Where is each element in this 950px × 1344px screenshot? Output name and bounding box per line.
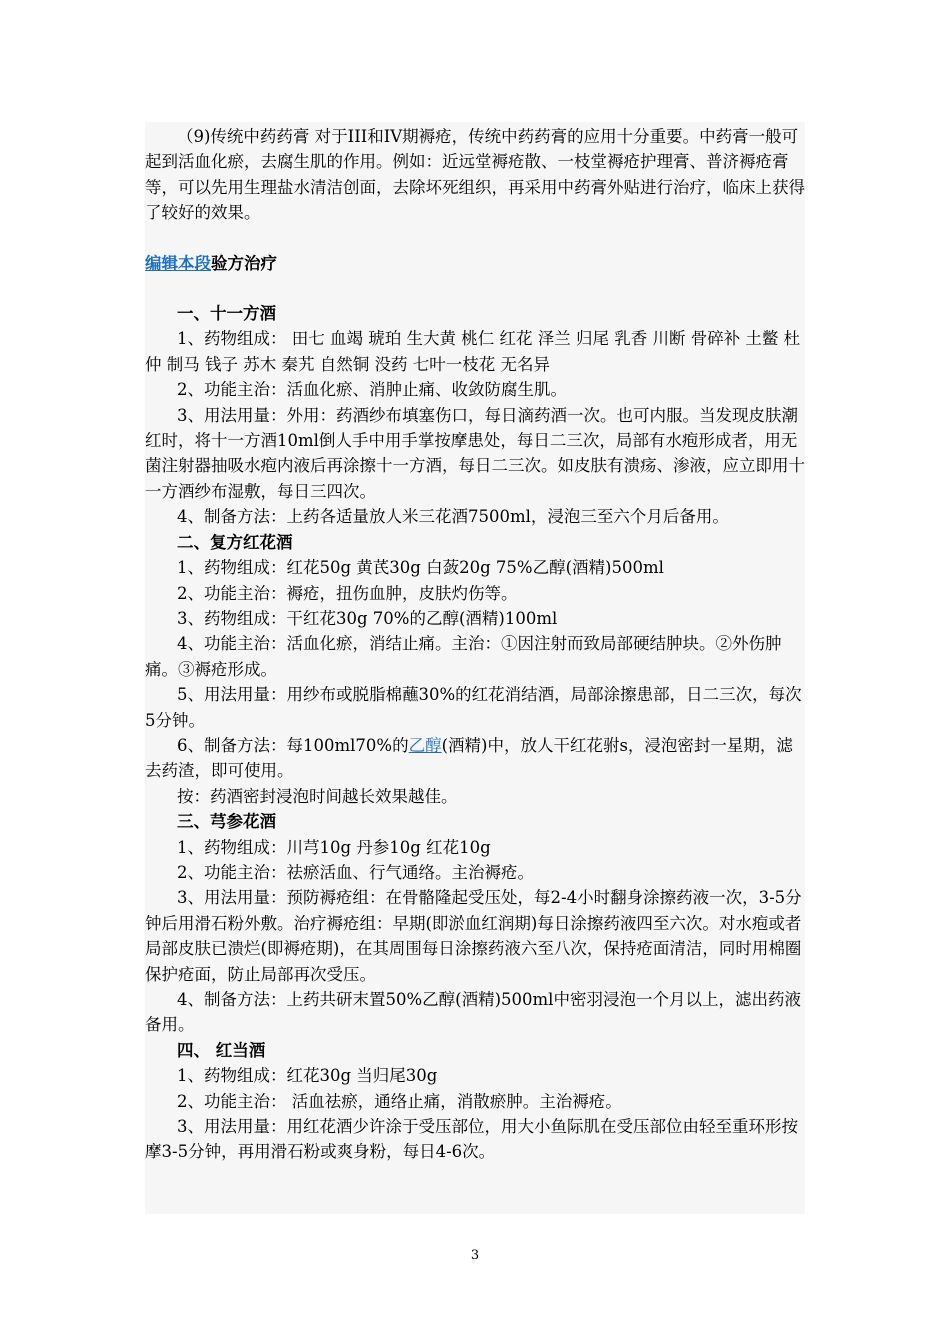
edit-section-link[interactable]: 编辑本段 [145,253,211,273]
recipe-line: 4、功能主治：活血化瘀，消结止痛。主治：①因注射而致局部硬结肿块。②外伤肿痛。③褥疮形成。 [145,634,782,679]
recipe-line: 3、用法用量：用红花酒少许涂于受压部位，用大小鱼际肌在受压部位由轻至重环形按摩3-5分钟，再用滑石粉或爽身粉，每日4-6次。 [145,1117,798,1162]
recipe-line-text: 6、制备方法：每100ml70%的 [177,735,409,755]
recipe-line: 1、药物组成：红花30g 当归尾30g [177,1066,438,1086]
recipe-line: 1、药物组成：红花50g 黄芪30g 白蔹20g 75%乙醇(酒精)500ml [177,558,664,578]
recipe-line: 1、药物组成：川芎10g 丹参10g 红花10g [177,837,491,857]
section-title: 验方治疗 [211,253,277,273]
section-heading [145,251,809,276]
intro-paragraph: （9)传统中药药膏 对于III和IV期褥疮，传统中药药膏的应用十分重要。中药膏一般可起到活血化瘀，去腐生肌的作用。例如：近远堂褥疮散、一枝堂褥疮护理膏、普济褥疮膏等，可以先用生理盐水清洁创面，去除坏死组织，再采用中药膏外贴进行治疗，临床上获得了较好的效果。 [145,127,805,223]
recipe-line: 2、功能主治： 活血祛瘀，通络止痛，消散瘀肿。主治褥疮。 [177,1091,622,1111]
recipe-line: 5、用法用量：用纱布或脱脂棉蘸30%的红花消结酒，局部涂擦患部，日二三次，每次5分钟。 [145,685,802,730]
recipe-line: 4、制备方法：上药各适量放人米三花酒7500ml，浸泡三至六个月后备用。 [177,507,729,527]
recipe-note: 按：药酒密封浸泡时间越长效果越佳。 [177,786,458,806]
recipe-line: 3、用法用量：预防褥疮组：在骨骼隆起受压处，每2-4小时翻身涂擦药液一次，3-5分钟后用滑石粉外敷。治疗褥疮组：早期(即淤血红润期)每日涂擦药液四至六次。对水疱或者局部皮肤已溃烂(即褥疮期)，在其周围每日涂擦药液六至八次，保持疮面清洁，同时用棉圈保护疮面，防止局部再次受压。 [145,888,802,984]
recipe-line: 2、功能主治：褥疮，扭伤血肿，皮肤灼伤等。 [177,583,518,603]
recipe-line [145,733,809,784]
recipe-title: 三、芎参花酒 [177,812,276,832]
recipe-line: 1、药物组成： 田七 血竭 琥珀 生大黄 桃仁 红花 泽兰 归尾 乳香 川断 骨碎补 土鳖 杜仲 制马 钱子 苏木 秦艽 自然铜 没药 七叶一枝花 无名异 [145,329,801,374]
recipe-title: 四、 红当酒 [177,1040,266,1060]
recipe-title: 一、十一方酒 [177,304,276,324]
recipe-line: 2、功能主治：祛瘀活血、行气通络。主治褥疮。 [177,862,534,882]
recipe-line: 3、用法用量：外用：药酒纱布填塞伤口，每日滴药酒一次。也可内服。当发现皮肤潮红时，将十一方酒10ml倒人手中用手掌按摩患处，每日二三次，局部有水疱形成者，用无菌注射器抽吸水疱内液后再涂擦十一方酒，每日二三次。如皮肤有溃疡、渗液，应立即用十一方酒纱布湿敷，每日三四次。 [145,405,805,501]
ethanol-link[interactable]: 乙醇 [408,735,442,755]
document-body [145,124,809,1165]
recipe-line: 3、药物组成：干红花30g 70%的乙醇(酒精)100ml [177,608,558,628]
recipe-title: 二、复方红花酒 [177,532,293,552]
page-number: 3 [470,1248,480,1263]
recipe-line-text: (酒精)中，放人干红花驸s，浸泡密封一星期，滤去药渣，即可使用。 [145,735,793,781]
recipe-line: 4、制备方法：上药共研末置50%乙醇(酒精)500ml中密羽浸泡一个月以上，滤出药液备用。 [145,990,801,1035]
recipe-line: 2、功能主治：活血化瘀、消肿止痛、收敛防腐生肌。 [177,380,567,400]
